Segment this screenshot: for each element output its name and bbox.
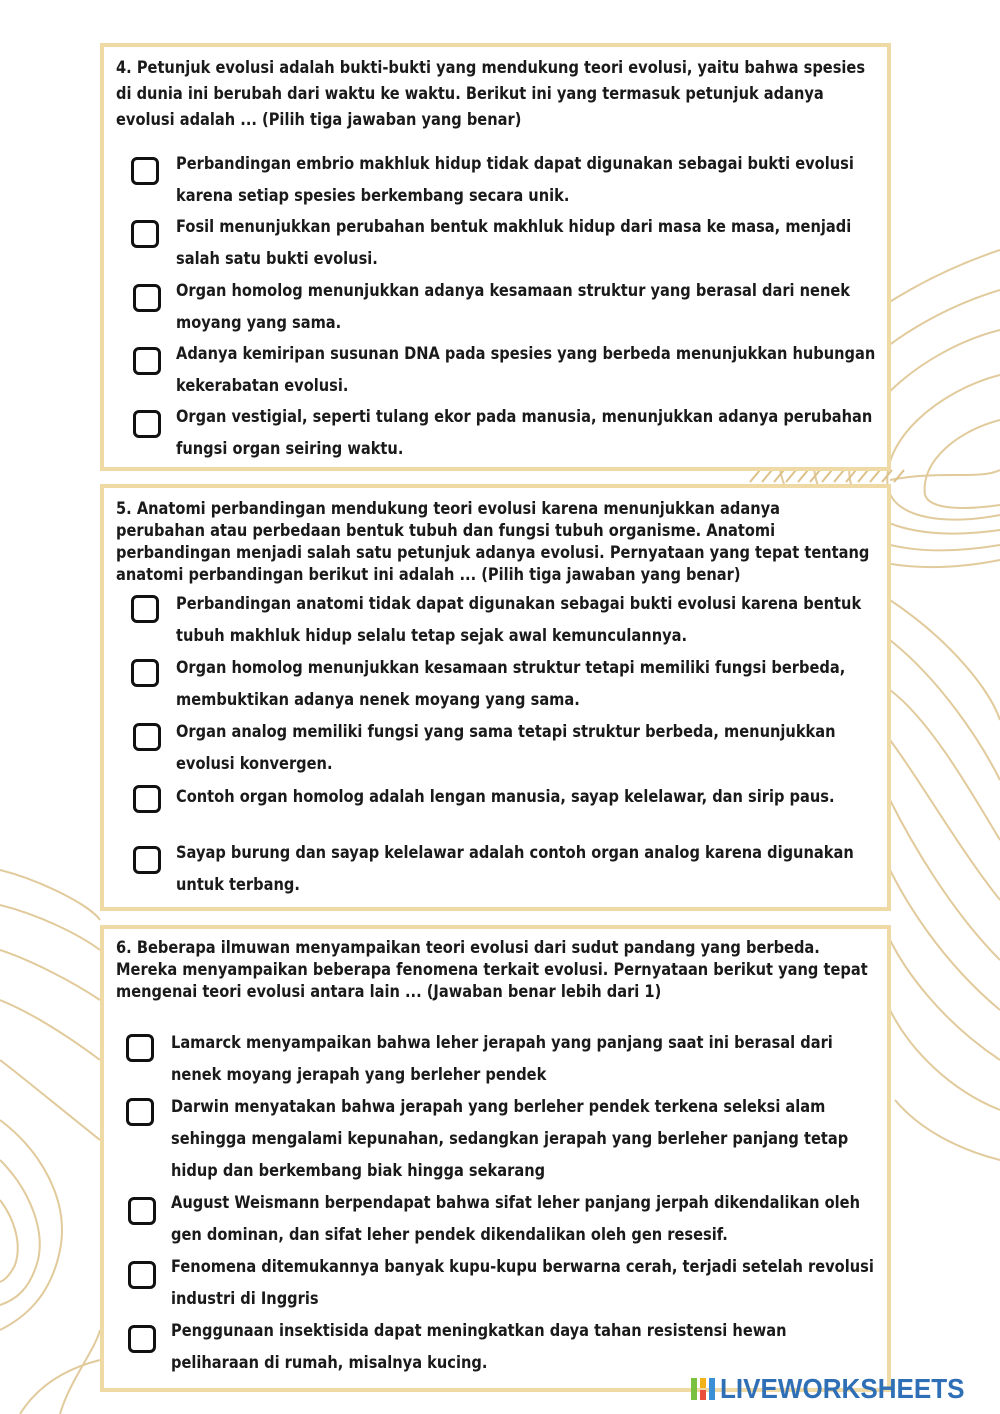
option-text: Perbandingan anatomi tidak dapat digunakan sebagai bukti evolusi karena bentuk tubuh makhluk hidup selalu tetap sejak awal kemunculannya.: [176, 594, 862, 646]
question-5-card: [100, 484, 891, 911]
option-text: Sayap burung dan sayap kelelawar adalah contoh organ analog karena digunakan untuk terbang.: [176, 843, 854, 895]
option-text: Organ homolog menunjukkan adanya kesamaan struktur yang berasal dari nenek moyang yang sama.: [176, 281, 851, 333]
option-text: August Weismann berpendapat bahwa sifat leher panjang jerpah dikendalikan oleh gen dominan, dan sifat leher pendek dikendalikan oleh gen resesif.: [171, 1193, 861, 1245]
option-text: Lamarck menyampaikan bahwa leher jerapah yang panjang saat ini berasal dari nenek moyang jerapah yang berleher pendek: [171, 1033, 833, 1085]
checkbox[interactable]: [128, 1197, 156, 1225]
checkbox[interactable]: [128, 1261, 156, 1289]
checkbox[interactable]: [133, 846, 161, 874]
option-text: Organ homolog menunjukkan kesamaan struktur tetapi memiliki fungsi berbeda, membuktikan adanya nenek moyang yang sama.: [176, 658, 846, 710]
checkbox[interactable]: [133, 723, 161, 751]
option-text: Fenomena ditemukannya banyak kupu-kupu berwarna cerah, terjadi setelah revolusi industri di Inggris: [171, 1257, 874, 1309]
checkbox[interactable]: [131, 220, 159, 248]
question-6-text: 6. Beberapa ilmuwan menyampaikan teori evolusi dari sudut pandang yang berbeda. Mereka menyampaikan beberapa fenomena terkait evolusi. Pernyataan berikut yang tepat mengenai teori evolusi antara lain ... (Jawaban benar lebih dari 1): [116, 938, 868, 1002]
option-text: Penggunaan insektisida dapat meningkatkan daya tahan resistensi hewan peliharaan di rumah, misalnya kucing.: [171, 1321, 787, 1373]
option-text: Organ analog memiliki fungsi yang sama tetapi struktur berbeda, menunjukkan evolusi konvergen.: [176, 722, 836, 774]
question-4-card: [100, 43, 891, 471]
checkbox[interactable]: [131, 157, 159, 185]
option-text: Darwin menyatakan bahwa jerapah yang berleher pendek terkena seleksi alam sehingga mengalami kepunahan, sedangkan jerapah yang berleher panjang tetap hidup dan berkembang biak hingga sekarang: [171, 1097, 849, 1181]
option-text: Contoh organ homolog adalah lengan manusia, sayap kelelawar, dan sirip paus.: [176, 787, 835, 807]
checkbox[interactable]: [126, 1098, 154, 1126]
checkbox[interactable]: [133, 410, 161, 438]
checkbox[interactable]: [126, 1034, 154, 1062]
option-text: Organ vestigial, seperti tulang ekor pada manusia, menunjukkan adanya perubahan fungsi organ seiring waktu.: [176, 407, 873, 459]
checkbox[interactable]: [131, 659, 159, 687]
checkbox[interactable]: [131, 595, 159, 623]
option-text: Adanya kemiripan susunan DNA pada spesies yang berbeda menunjukkan hubungan kekerabatan evolusi.: [176, 344, 876, 396]
liveworksheets-brand: [690, 1374, 983, 1404]
checkbox[interactable]: [133, 347, 161, 375]
brand-name: LIVEWORKSHEETS: [720, 1373, 965, 1404]
option-text: Perbandingan embrio makhluk hidup tidak dapat digunakan sebagai bukti evolusi karena setiap spesies berkembang secara unik.: [176, 154, 854, 206]
checkbox[interactable]: [133, 284, 161, 312]
liveworksheets-logo-icon: [690, 1376, 716, 1402]
checkbox[interactable]: [133, 785, 161, 813]
checkbox[interactable]: [128, 1325, 156, 1353]
option-text: Fosil menunjukkan perubahan bentuk makhluk hidup dari masa ke masa, menjadi salah satu bukti evolusi.: [176, 217, 852, 269]
question-4-text: 4. Petunjuk evolusi adalah bukti-bukti yang mendukung teori evolusi, yaitu bahwa spesies di dunia ini berubah dari waktu ke waktu. Berikut ini yang termasuk petunjuk adanya evolusi adalah ... (Pilih tiga jawaban yang benar): [116, 58, 866, 130]
question-5-text: 5. Anatomi perbandingan mendukung teori evolusi karena menunjukkan adanya perubahan atau perbedaan bentuk tubuh dan fungsi tubuh organisme. Anatomi perbandingan menjadi salah satu petunjuk adanya evolusi. Pernyataan yang tepat tentang anatomi perbandingan berikut ini adalah ... (Pilih tiga jawaban yang benar): [116, 499, 870, 585]
question-6-card: [100, 925, 891, 1392]
